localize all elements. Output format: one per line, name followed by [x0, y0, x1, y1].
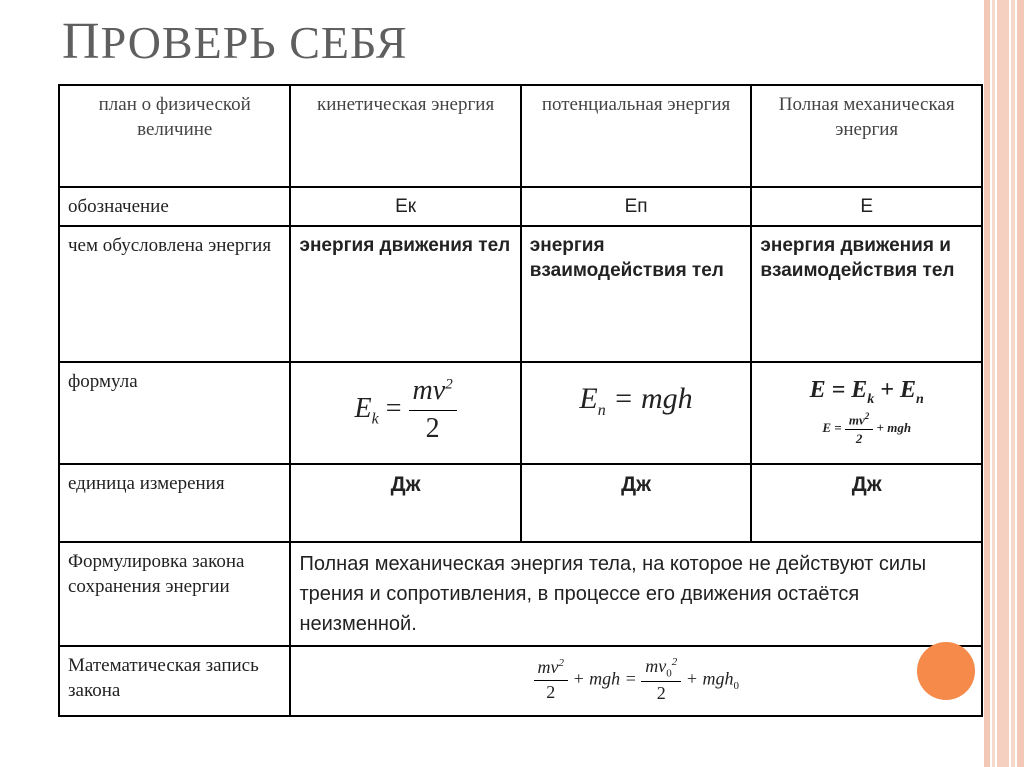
formula-kinetic: $E_k$ = $\frac{m\nu^2}{2}$	[290, 362, 520, 464]
math-den2: 2	[656, 683, 666, 704]
formula-kinetic-den: 2	[425, 413, 440, 445]
title-rest: РОВЕРЬ СЕБЯ	[100, 17, 408, 68]
formula-full-line2-lhs: E =	[822, 420, 842, 436]
table-row-designation	[59, 187, 982, 226]
header-full: Полная механическая энергия	[751, 85, 982, 187]
formula-full-plus: + E	[874, 377, 916, 404]
table-row-cause	[59, 226, 982, 362]
cause-full: энергия движения и взаимодействия тел	[751, 226, 982, 362]
border-stripe	[1017, 0, 1024, 767]
unit-potential: Дж	[521, 464, 752, 542]
formula-full-den: 2	[855, 430, 863, 446]
formula-kinetic-exp: 2	[445, 376, 453, 393]
title-capital: П	[62, 13, 101, 70]
border-stripe	[984, 0, 990, 767]
math-exp1: 2	[558, 657, 564, 670]
border-stripe	[992, 0, 995, 767]
formula-full-sub1: k	[867, 391, 875, 407]
math-sub2: 0	[666, 667, 672, 680]
math-endsub: 0	[733, 680, 739, 693]
formula-kinetic-fraction	[409, 373, 457, 448]
formula-full-sub2: n	[915, 391, 924, 407]
designation-full: Е	[751, 187, 982, 226]
formula-potential	[521, 362, 752, 464]
formula-full-fraction	[845, 411, 873, 447]
formula-full-line1: E = E	[809, 377, 868, 404]
border-stripe	[997, 0, 1009, 767]
row-label-law: Формулировка закона сохранения энергии	[59, 542, 290, 646]
math-end: + mgh	[685, 668, 734, 689]
page-title	[62, 12, 408, 71]
math-mid: + mgh =	[572, 668, 637, 689]
formula-full-line2-rhs: + mgh	[876, 420, 912, 436]
table-row-math	[59, 646, 982, 716]
formula-kinetic-lhs: E	[354, 392, 372, 424]
header-kinetic: кинетическая энергия	[290, 85, 520, 187]
law-text: Полная механическая энергия тела, на которое не действуют силы трения и сопротивления, в процессе его движения остаётся неизменной.	[290, 542, 982, 646]
formula-full-exp: 2	[864, 411, 870, 422]
formula-full	[751, 362, 982, 464]
row-label-unit: единица измерения	[59, 464, 290, 542]
header-potential: потенциальная энергия	[521, 85, 752, 187]
formula-potential-rhs: = mgh	[613, 382, 693, 416]
border-stripe	[1011, 0, 1015, 767]
row-label-formula: формула	[59, 362, 290, 464]
math-exp2: 2	[671, 656, 678, 669]
energy-table	[58, 84, 983, 717]
math-fraction-2	[641, 655, 681, 706]
cause-potential: энергия взаимодействия тел	[521, 226, 752, 362]
math-formula	[290, 646, 982, 716]
formula-full-num: mν	[848, 412, 865, 428]
row-label-cause: чем обусловлена энергия	[59, 226, 290, 362]
header-plan: план о физической величине	[59, 85, 290, 187]
table-row-unit	[59, 464, 982, 542]
formula-potential-sub: n	[597, 402, 606, 420]
math-den1: 2	[546, 682, 556, 703]
orange-circle-decoration	[917, 642, 975, 700]
unit-full: Дж	[751, 464, 982, 542]
formula-kinetic-sub: k	[371, 410, 379, 428]
table-row-law	[59, 542, 982, 646]
formula-kinetic-num: mν	[412, 375, 446, 407]
table-row-formula	[59, 362, 982, 464]
designation-potential: Еп	[521, 187, 752, 226]
math-fraction-1	[534, 656, 569, 705]
unit-kinetic: Дж	[290, 464, 520, 542]
math-num1: mν	[537, 657, 559, 678]
row-label-designation: обозначение	[59, 187, 290, 226]
math-num2: mν	[645, 656, 667, 677]
cause-kinetic: энергия движения тел	[290, 226, 520, 362]
row-label-math: Математическая запись закона	[59, 646, 290, 716]
table-row-header	[59, 85, 982, 187]
designation-kinetic: Ек	[290, 187, 520, 226]
formula-potential-lhs: E	[579, 382, 598, 416]
